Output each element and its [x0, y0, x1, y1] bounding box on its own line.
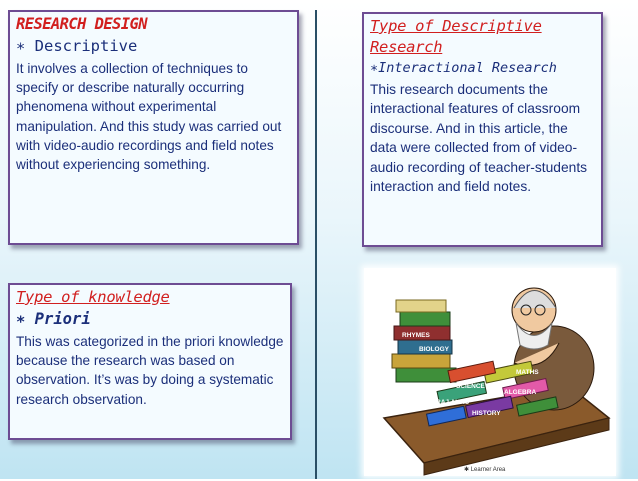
card-subheading: ∗ Descriptive	[16, 37, 138, 55]
research-design-card	[8, 10, 299, 245]
book-label-raj-auru: RAJ AURU	[436, 399, 470, 406]
card-body-text: This was categorized in the priori knowledge because the research was based on observation. It’s was by doing a systematic research observation.	[16, 334, 284, 407]
card-subheading: ∗Interactional Research	[370, 60, 557, 76]
card-body-text: It involves a collection of techniques to specify or describe naturally occurring phenomena without experimental manipulation. And this study was carried out with video-audio recordings and field notes without experiencing something.	[16, 61, 282, 173]
book-label-rhymes: RHYMES	[402, 332, 430, 339]
book-label-biology: BIOLOGY	[419, 346, 449, 353]
card-heading: RESEARCH DESIGN	[16, 15, 147, 33]
scholar-with-books-illustration	[364, 268, 616, 476]
card-subheading: ∗ Priori	[16, 310, 91, 328]
book-label-algebra: ALGEBRA	[504, 389, 537, 396]
card-heading-line1: Type of Descriptive	[370, 17, 542, 35]
scholar-illustration-svg	[364, 268, 616, 476]
book-label-maths: MATHS	[516, 369, 539, 376]
book-label-science: SCIENCE	[456, 383, 485, 390]
book-label-history: HISTORY	[472, 410, 501, 417]
card-heading: Type of knowledge	[16, 288, 170, 306]
illustration-credit: ✱ Learner Area	[464, 467, 506, 473]
vertical-divider	[315, 10, 317, 479]
card-heading-line2: Research	[370, 38, 443, 56]
descriptive-type-card	[362, 12, 603, 247]
knowledge-type-card	[8, 283, 292, 440]
card-body-text: This research documents the interactional features of classroom discourse. And in this article, the data were collected from of video-audio recording of teacher-students interaction and field notes.	[370, 82, 588, 195]
